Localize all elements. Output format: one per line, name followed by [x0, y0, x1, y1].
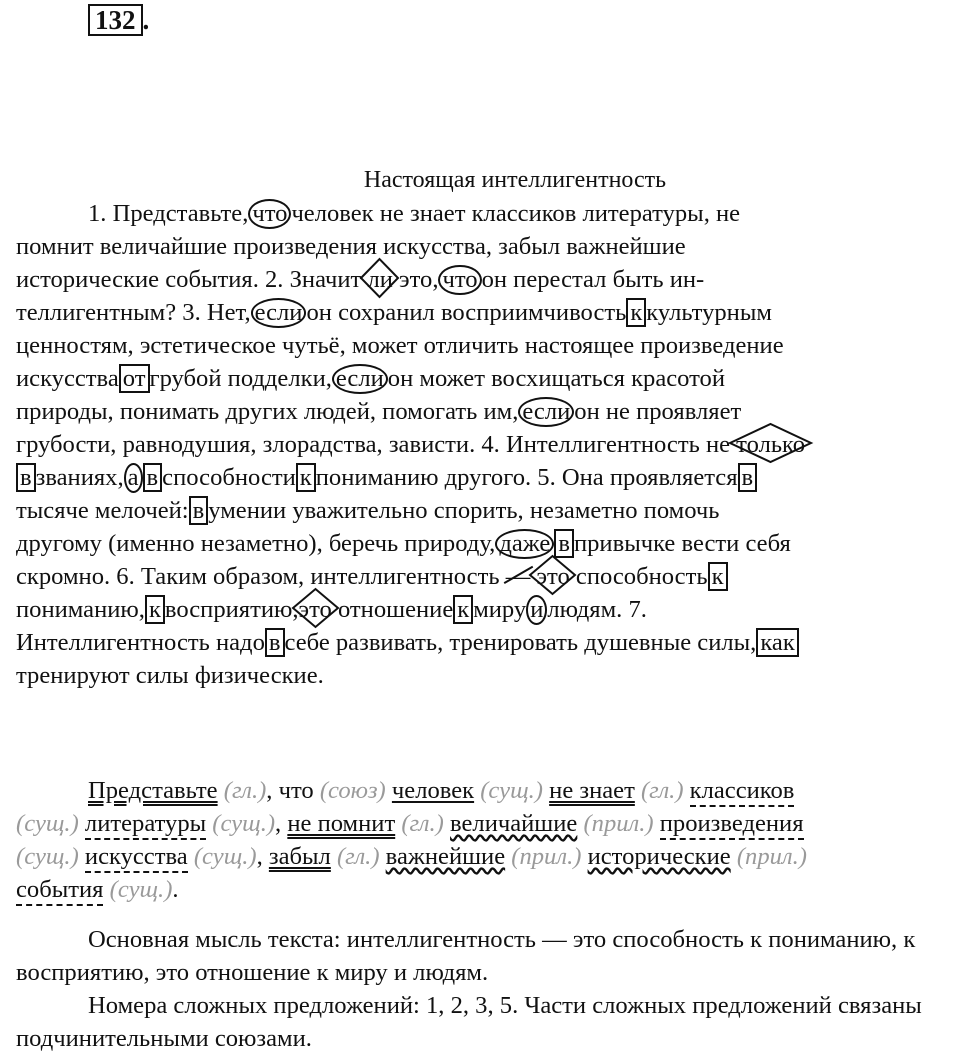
- circled-conjunction: если: [332, 364, 388, 394]
- text-line: [16, 494, 956, 527]
- morphology-analysis: [16, 774, 951, 906]
- boxed-preposition: в: [16, 463, 36, 492]
- boxed-preposition: к: [626, 298, 646, 327]
- exercise-number: 132 .: [88, 4, 149, 36]
- exercise-text: [16, 197, 956, 692]
- text-fragment: он перестал быть ин-: [481, 266, 705, 293]
- marked-dash: —: [506, 560, 531, 593]
- predicate-word: забыл: [268, 843, 331, 870]
- text-fragment: это,: [392, 266, 439, 293]
- diamond-particle: это: [536, 563, 570, 590]
- complex-sentences-paragraph: Номера сложных предложений: 1, 2, 3, 5. Части сложных предложений связаны подчинительными союзами.: [16, 992, 922, 1052]
- text-line: [16, 329, 956, 362]
- text-fragment: умении уважительно спорить, незаметно помочь: [208, 497, 720, 524]
- text-fragment: он сохранил восприимчивость: [306, 299, 627, 326]
- boxed-preposition: в: [189, 496, 209, 525]
- analysis-line: [16, 840, 951, 873]
- text-fragment: способности: [162, 464, 296, 491]
- analysis-line: [16, 774, 951, 807]
- object-word: события: [16, 876, 103, 906]
- circled-conjunction: и: [526, 595, 547, 625]
- text-fragment: 1. Представьте,: [88, 200, 249, 227]
- text-line: [16, 230, 956, 263]
- text-fragment: он не проявляет: [574, 398, 742, 425]
- boxed-preposition: к: [453, 595, 473, 624]
- part-of-speech-note: (прил.): [577, 810, 654, 837]
- text-fragment: помнит величайшие произведения искусства, забыл важнейшие: [16, 233, 686, 260]
- attribute-word: величайшие: [450, 810, 578, 837]
- text-fragment: отношение: [331, 596, 454, 623]
- boxed-preposition: к: [708, 562, 728, 591]
- diamond-mark: [299, 593, 332, 626]
- diamond-shape: [361, 259, 398, 297]
- boxed-preposition: в: [143, 463, 163, 492]
- text-fragment: .: [172, 876, 179, 903]
- part-of-speech-note: (сущ.): [16, 810, 79, 837]
- text-line: [16, 362, 956, 395]
- boxed-preposition: как: [756, 628, 798, 657]
- analysis-line: [16, 807, 951, 840]
- diamond-mark: [536, 560, 569, 593]
- text-fragment: тысяче мелочей:: [16, 497, 189, 524]
- boxed-preposition: в: [554, 529, 574, 558]
- circled-conjunction: что: [438, 265, 481, 295]
- text-line: [16, 461, 956, 494]
- text-line: [16, 626, 956, 659]
- text-fragment: человек не знает классиков литературы, не: [291, 200, 741, 227]
- text-fragment: грубой подделки,: [149, 365, 332, 392]
- boxed-preposition: от: [119, 364, 150, 393]
- diamond-shape: [730, 424, 811, 462]
- text-line: [16, 428, 956, 461]
- text-line: [16, 560, 956, 593]
- object-word: литературы: [85, 810, 206, 840]
- boxed-preposition: в: [265, 628, 285, 657]
- text-line: [16, 659, 956, 692]
- predicate-word: Представьте: [88, 777, 218, 804]
- text-fragment: восприятию,: [164, 596, 299, 623]
- text-fragment: привычке вести себя: [573, 530, 791, 557]
- text-fragment: Интеллигентность надо: [16, 629, 265, 656]
- text-fragment: званиях,: [35, 464, 124, 491]
- text-fragment: пониманию,: [16, 596, 145, 623]
- text-line: [16, 263, 956, 296]
- part-of-speech-note: (сущ.): [103, 876, 173, 903]
- text-fragment: [79, 810, 85, 837]
- predicate-word: не помнит: [287, 810, 396, 837]
- text-line: [16, 527, 956, 560]
- part-of-speech-note: (гл.): [330, 843, 380, 870]
- text-title: Настоящая интеллигентность: [363, 167, 667, 193]
- text-fragment: людям. 7.: [547, 596, 647, 623]
- text-fragment: исторические события. 2. Значит: [16, 266, 368, 293]
- part-of-speech-note: (союз): [319, 777, 386, 804]
- object-word: искусства: [85, 843, 188, 873]
- part-of-speech-note: (гл.): [217, 777, 267, 804]
- object-word: произведения: [660, 810, 804, 840]
- part-of-speech-note: (гл.): [395, 810, 444, 837]
- diamond-particle: это: [298, 596, 332, 623]
- circled-conjunction: если: [251, 298, 307, 328]
- text-line: [16, 296, 956, 329]
- text-fragment: ценностям, эстетическое чутьё, может отличить настоящее произведение: [16, 332, 784, 359]
- part-of-speech-note: (сущ.): [187, 843, 257, 870]
- text-fragment: миру: [473, 596, 527, 623]
- text-fragment: [654, 810, 660, 837]
- part-of-speech-note: (прил.): [730, 843, 807, 870]
- diamond-mark: [736, 428, 805, 461]
- diamond-mark: [367, 263, 392, 296]
- main-idea-paragraph: Основная мысль текста: интеллигентность — это способность к пониманию, к восприятию, это отношение к миру и людям.: [16, 926, 916, 986]
- predicate-word: не знает: [549, 777, 635, 804]
- text-fragment: теллигентным? 3. Нет,: [16, 299, 251, 326]
- text-fragment: он может восхищаться красотой: [387, 365, 726, 392]
- analysis-line: [16, 873, 951, 906]
- text-line: [16, 197, 956, 230]
- text-fragment: ,: [256, 843, 269, 870]
- part-of-speech-note: (гл.): [634, 777, 684, 804]
- text-fragment: себе развивать, тренировать душевные силы,: [284, 629, 757, 656]
- diamond-particle: ли: [367, 266, 393, 293]
- text-fragment: [79, 843, 85, 870]
- part-of-speech-note: (сущ.): [206, 810, 276, 837]
- text-fragment: природы, понимать других людей, помогать им,: [16, 398, 519, 425]
- text-fragment: скромно. 6. Таким образом, интеллигентность: [16, 563, 506, 590]
- text-fragment: тренируют силы физические.: [16, 662, 324, 689]
- circled-conjunction: а: [124, 463, 143, 493]
- attribute-word: важнейшие: [385, 843, 506, 870]
- part-of-speech-note: (прил.): [505, 843, 582, 870]
- subject-word: человек: [391, 777, 475, 804]
- text-fragment: культурным: [646, 299, 772, 326]
- text-fragment: искусства: [16, 365, 119, 392]
- part-of-speech-note: (сущ.): [16, 843, 79, 870]
- circled-conjunction: если: [518, 397, 574, 427]
- text-fragment: , что: [266, 777, 320, 804]
- circled-conjunction: даже: [495, 529, 554, 559]
- text-fragment: способность: [569, 563, 708, 590]
- boxed-preposition: в: [738, 463, 758, 492]
- diamond-particle: только: [736, 431, 806, 458]
- text-fragment: [684, 777, 690, 804]
- diamond-shape: [530, 556, 575, 594]
- attribute-word: исторические: [587, 843, 731, 870]
- boxed-preposition: к: [145, 595, 165, 624]
- text-fragment: пониманию другого. 5. Она проявляется: [315, 464, 738, 491]
- text-line: [16, 395, 956, 428]
- circled-conjunction: что: [248, 199, 291, 229]
- object-word: классиков: [690, 777, 795, 807]
- boxed-preposition: к: [296, 463, 316, 492]
- text-fragment: другому (именно незаметно), беречь природу,: [16, 530, 496, 557]
- text-line: [16, 593, 956, 626]
- text-fragment: грубости, равнодушия, злорадства, зависти. 4. Интеллигентность не: [16, 431, 737, 458]
- part-of-speech-note: (сущ.): [474, 777, 543, 804]
- diamond-shape: [293, 589, 338, 627]
- text-fragment: ,: [275, 810, 288, 837]
